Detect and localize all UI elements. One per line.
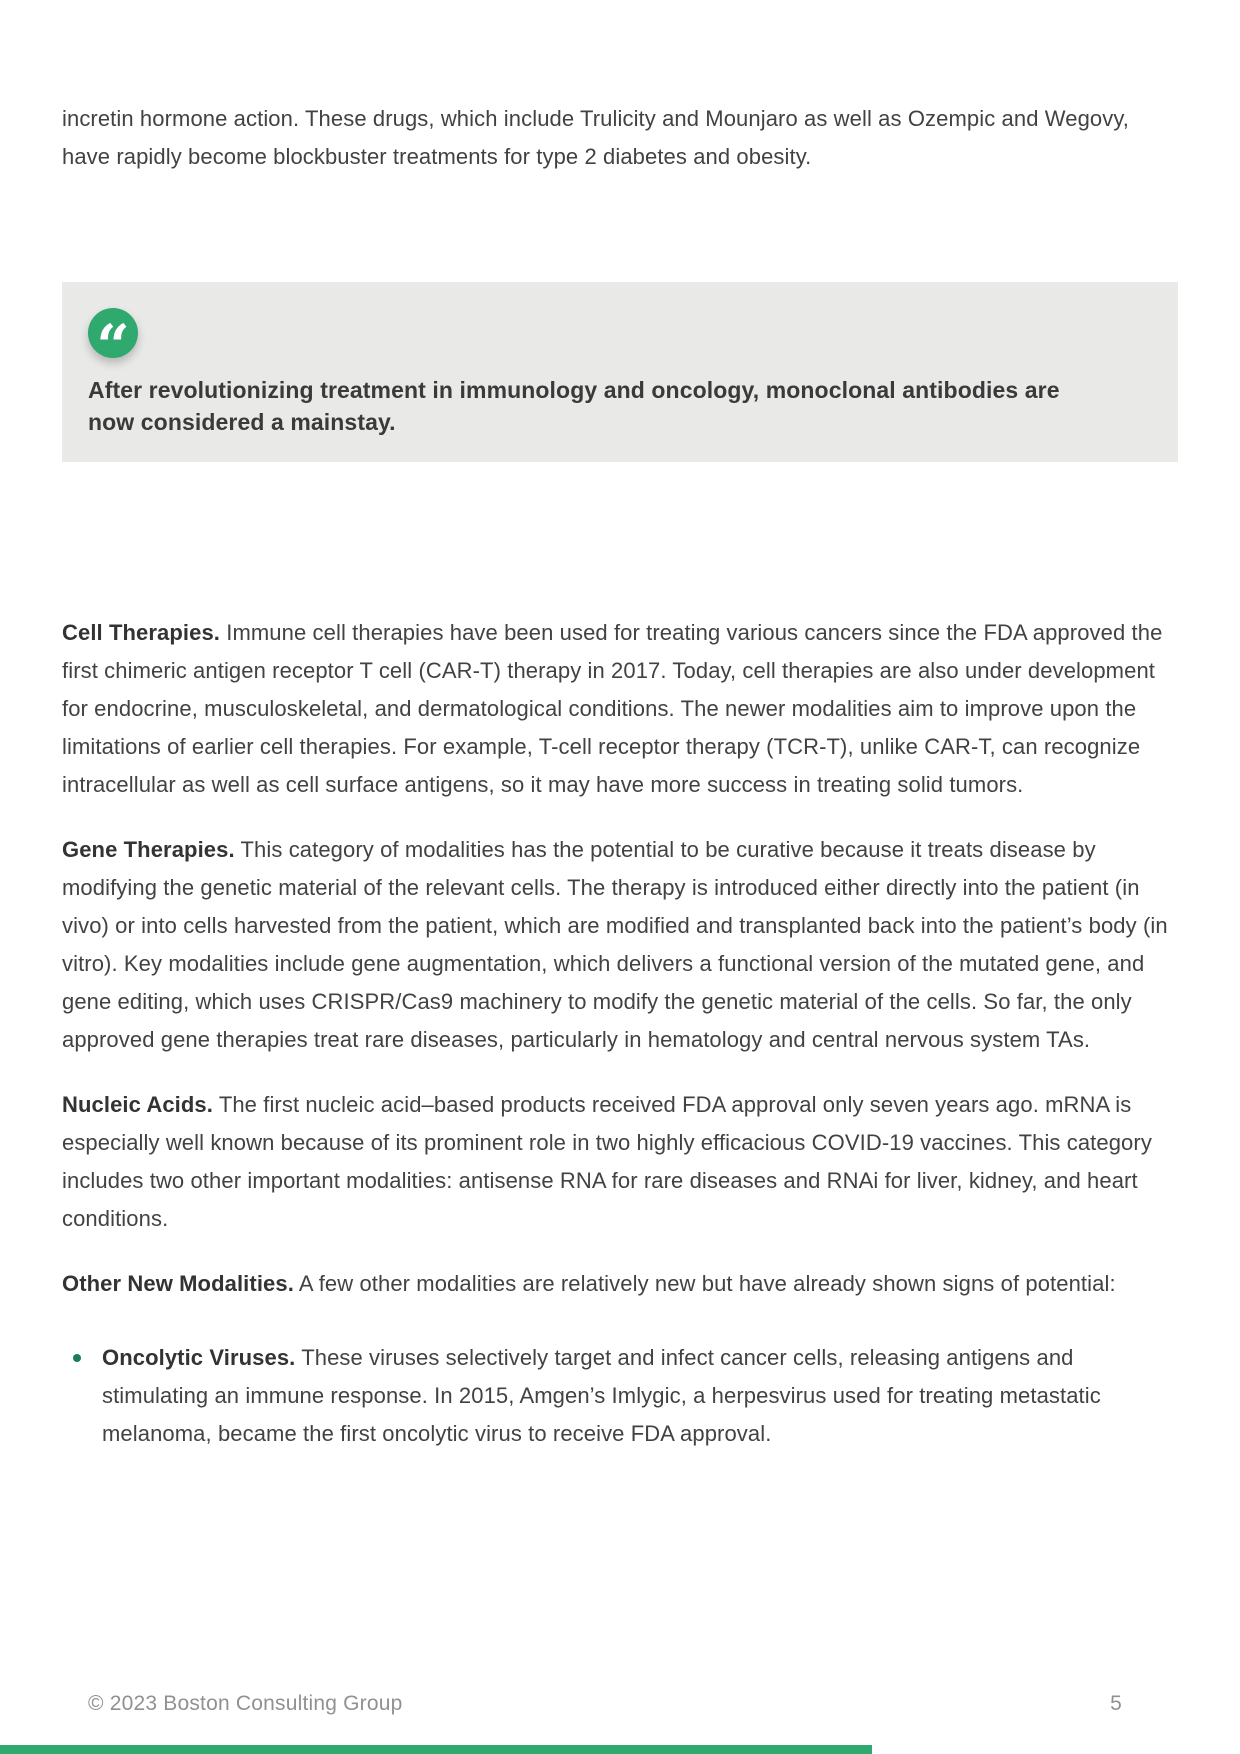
paragraph-nucleic-acids [62,1086,1178,1238]
copyright-text: © 2023 Boston Consulting Group [88,1692,403,1715]
bottom-accent-bar [0,1745,872,1754]
quote-icon [88,308,138,358]
bullet-body: These viruses selectively target and infect cancer cells, releasing antigens and stimulating an immune response. In 2015, Amgen’s Imlygic, a herpesvirus used for treating metastatic melanoma, became the first oncolytic virus to receive FDA approval. [102,1345,1101,1446]
page-number: 5 [1110,1692,1122,1715]
paragraph-body: Immune cell therapies have been used for treating various cancers since the FDA approved the first chimeric antigen receptor T cell (CAR-T) therapy in 2017. Today, cell therapies are also under development for endocrine, musculoskeletal, and dermatological conditions. The newer modalities aim to improve upon the limitations of earlier cell therapies. For example, T-cell receptor therapy (TCR-T), unlike CAR-T, can recognize intracellular as well as cell surface antigens, so it may have more success in treating solid tumors. [62,620,1163,797]
page-footer [0,1692,1240,1716]
bullet-dot-icon [73,1354,81,1362]
quote-callout [62,282,1178,462]
quote-glyph: “ [96,312,130,358]
bullet-list [62,1339,1178,1453]
intro-paragraph: incretin hormone action. These drugs, which include Trulicity and Mounjaro as well as Ozempic and Wegovy, have rapidly become blockbuster treatments for type 2 diabetes and obesity. [62,106,1130,169]
paragraph-lead: Other New Modalities. [62,1271,294,1296]
list-item-oncolytic-viruses [62,1339,1178,1453]
paragraph-lead: Gene Therapies. [62,837,235,862]
paragraph-body: The first nucleic acid–based products received FDA approval only seven years ago. mRNA is especially well known because of its prominent role in two highly efficacious COVID-19 vaccines. This category includes two other important modalities: antisense RNA for rare diseases and RNAi for liver, kidney, and heart conditions. [62,1092,1152,1231]
quote-text: After revolutionizing treatment in immunology and oncology, monoclonal antibodies are now considered a mainstay. [88,377,1060,435]
paragraph-body: A few other modalities are relatively new but have already shown signs of potential: [298,1271,1116,1296]
paragraph-lead: Cell Therapies. [62,620,221,645]
bullet-lead: Oncolytic Viruses. [102,1345,296,1370]
paragraph-other-new-modalities [62,1265,1178,1303]
paragraph-lead: Nucleic Acids. [62,1092,213,1117]
paragraph-body: This category of modalities has the potential to be curative because it treats disease by modifying the genetic material of the relevant cells. The therapy is introduced either directly into the patient (in vivo) or into cells harvested from the patient, which are modified and transplanted back into the patient’s body (in vitro). Key modalities include gene augmentation, which delivers a functional version of the mutated gene, and gene editing, which uses CRISPR/Cas9 machinery to modify the genetic material of the cells. So far, the only approved gene therapies treat rare diseases, particularly in hematology and central nervous system TAs. [62,837,1168,1052]
paragraph-cell-therapies [62,614,1178,804]
paragraph-gene-therapies [62,831,1178,1059]
